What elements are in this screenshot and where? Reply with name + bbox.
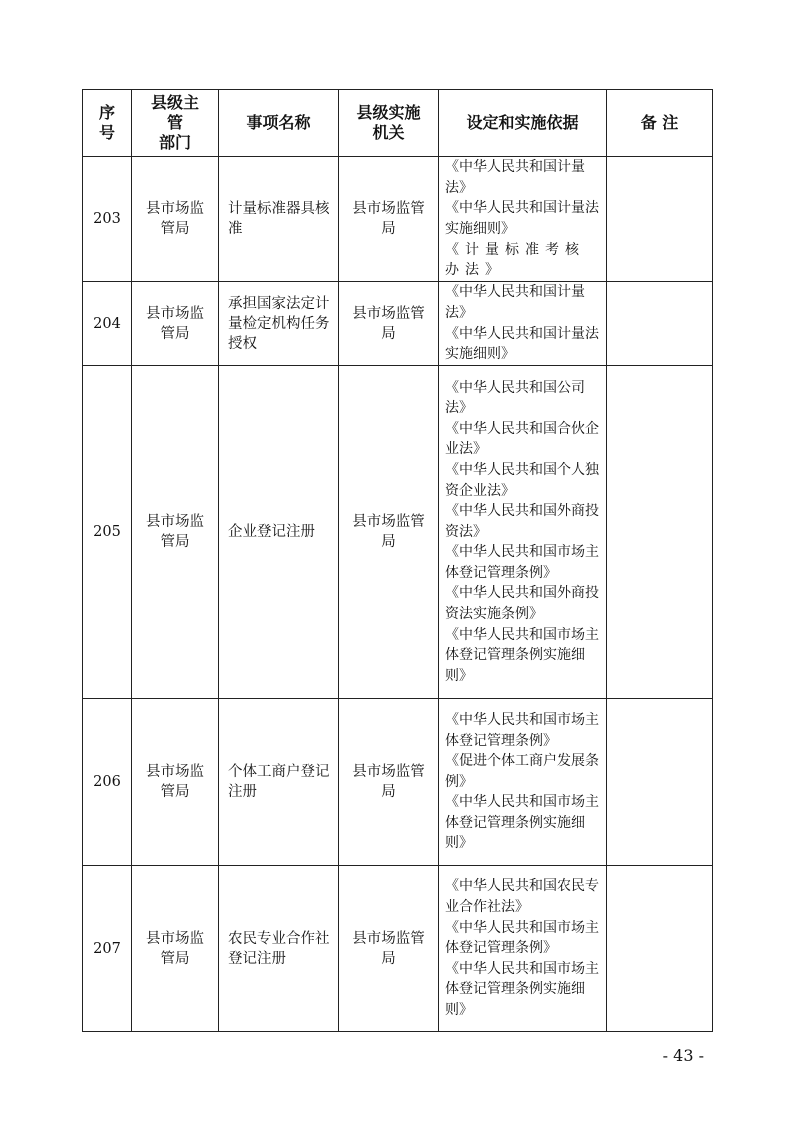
table-row xyxy=(83,157,713,282)
basis-item: 《中华人民共和国计量法》 xyxy=(445,284,585,321)
basis-item: 《中华人民共和国市场主体登记管理条例》 xyxy=(445,544,599,581)
header-row xyxy=(83,90,713,157)
row-dept: 县市场监管局 xyxy=(132,866,219,1032)
row-item: 农民专业合作社登记注册 xyxy=(219,866,339,1032)
row-agency: 县市场监管局 xyxy=(339,366,439,699)
header-item: 事项名称 xyxy=(219,90,339,157)
basis-item: 《中华人民共和国外商投资法实施条例》 xyxy=(445,585,599,623)
header-agency xyxy=(339,90,439,157)
row-dept: 县市场监管局 xyxy=(132,157,219,282)
basis-item: 《中华人民共和国外商投资法》 xyxy=(445,503,599,540)
header-dept xyxy=(132,90,219,157)
row-agency: 县市场监管局 xyxy=(339,157,439,282)
row-basis xyxy=(439,866,607,1032)
header-dept-line2: 部门 xyxy=(158,133,191,152)
row-seq: 205 xyxy=(83,366,132,699)
row-basis xyxy=(439,366,607,699)
matters-table xyxy=(82,89,713,1032)
row-dept: 县市场监管局 xyxy=(132,366,219,699)
row-note xyxy=(607,157,713,282)
row-basis xyxy=(439,157,607,282)
row-basis xyxy=(439,699,607,866)
row-agency: 县市场监管局 xyxy=(339,699,439,866)
basis-item: 《中华人民共和国农民专业合作社法》 xyxy=(445,878,599,916)
basis-item: 《中华人民共和国计量法实施细则》 xyxy=(445,325,599,363)
basis-item: 《中华人民共和国市场主体登记管理条例实施细则》 xyxy=(445,794,599,852)
row-note xyxy=(607,366,713,699)
header-dept-line1: 县级主管 xyxy=(150,93,199,132)
table-row xyxy=(83,699,713,866)
page-number: - 43 - xyxy=(662,1046,704,1065)
table-row xyxy=(83,866,713,1032)
table-row xyxy=(83,366,713,699)
row-agency: 县市场监管局 xyxy=(339,866,439,1032)
row-item: 计量标准器具核准 xyxy=(219,157,339,282)
row-seq: 206 xyxy=(83,699,132,866)
row-note xyxy=(607,866,713,1032)
header-seq: 序号 xyxy=(83,90,132,157)
row-item: 承担国家法定计量检定机构任务授权 xyxy=(219,282,339,366)
row-item: 个体工商户登记注册 xyxy=(219,699,339,866)
row-dept: 县市场监管局 xyxy=(132,282,219,366)
basis-item: 《促进个体工商户发展条例》 xyxy=(445,753,599,790)
basis-item: 《中华人民共和国公司法》 xyxy=(445,379,585,417)
row-seq: 207 xyxy=(83,866,132,1032)
header-basis: 设定和实施依据 xyxy=(439,90,607,157)
basis-item: 《中华人民共和国合伙企业法》 xyxy=(445,420,599,458)
basis-item: 《中华人民共和国计量法实施细则》 xyxy=(445,200,599,237)
table-row xyxy=(83,282,713,366)
basis-item: 《中华人民共和国计量法》 xyxy=(445,159,585,196)
basis-item: 《中华人民共和国市场主体登记管理条例实施细则》 xyxy=(445,626,599,684)
basis-item: 《中华人民共和国个人独资企业法》 xyxy=(445,461,599,499)
basis-item: 《计量标准考核办法》 xyxy=(445,241,585,279)
row-note xyxy=(607,699,713,866)
row-agency: 县市场监管局 xyxy=(339,282,439,366)
header-agency-line2: 机关 xyxy=(372,123,405,142)
basis-item: 《中华人民共和国市场主体登记管理条例》 xyxy=(445,919,599,957)
row-seq: 203 xyxy=(83,157,132,282)
header-note: 备 注 xyxy=(607,90,713,157)
row-dept: 县市场监管局 xyxy=(132,699,219,866)
basis-item: 《中华人民共和国市场主体登记管理条例》 xyxy=(445,711,599,749)
row-basis xyxy=(439,282,607,366)
row-note xyxy=(607,282,713,366)
row-item: 企业登记注册 xyxy=(219,366,339,699)
row-seq: 204 xyxy=(83,282,132,366)
basis-item: 《中华人民共和国市场主体登记管理条例实施细则》 xyxy=(445,960,599,1018)
header-agency-line1: 县级实施 xyxy=(356,103,421,122)
